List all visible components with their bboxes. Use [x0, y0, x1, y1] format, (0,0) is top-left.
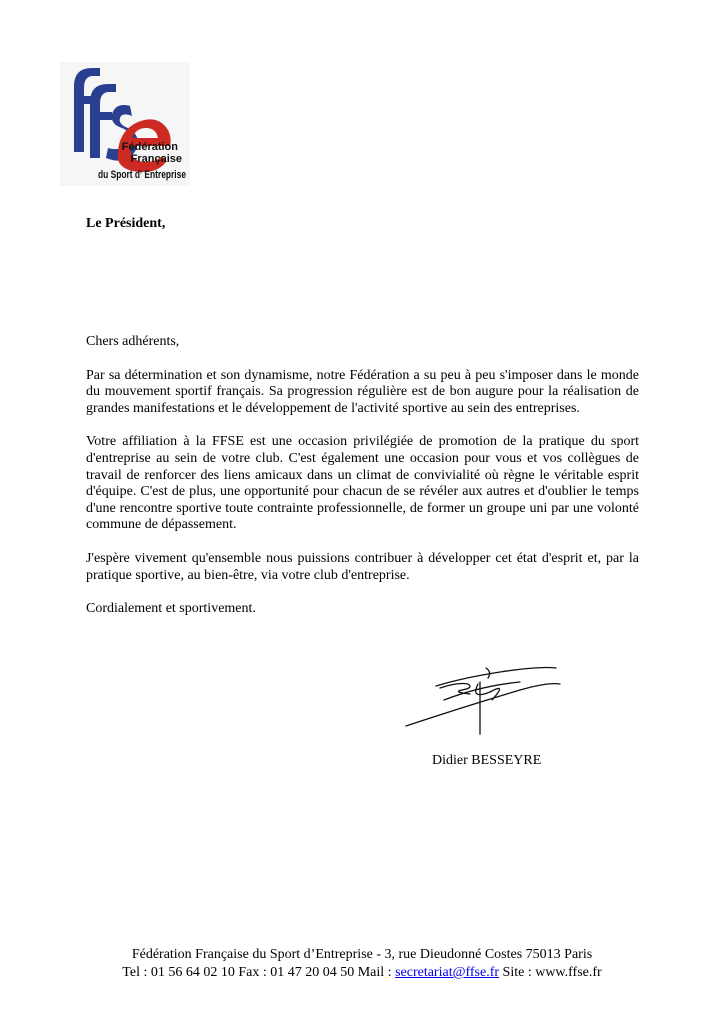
- footer-email-link[interactable]: secretariat@ffse.fr: [395, 965, 500, 980]
- letter-body: [86, 334, 639, 635]
- paragraph-3: J'espère vivement qu'ensemble nous puissions contribuer à développer cet état d'esprit et, par la pratique sportive, au bien-être, via votre club d'entreprise.: [86, 550, 639, 583]
- ffse-logo-graphic: [60, 62, 190, 186]
- logo-text-line2: Française: [130, 153, 182, 165]
- footer-tel-fax: Tel : 01 56 64 02 10 Fax : 01 47 20 04 50 Mail :: [122, 965, 396, 980]
- paragraph-2: Votre affiliation à la FFSE est une occasion privilégiée de promotion de la pratique du sport d'entreprise au sein de votre club. C'est également une occasion pour vous et vos collègues de travail de renforcer des liens amicaux dans un climat de convivialité où règne le véritable esprit d'équipe. C'est de plus, une opportunité pour chacun de se révéler aux autres et d'oublier le temps d'une rencontre sportive toute contrainte professionnelle, de former un groupe uni par une volonté commune de dépassement.: [86, 434, 639, 533]
- logo-text-line1: Fédération: [121, 141, 178, 153]
- signature-graphic: [400, 660, 570, 740]
- letter-heading: Le Président,: [86, 216, 166, 231]
- closing: Cordialement et sportivement.: [86, 601, 256, 617]
- footer-site: Site : www.ffse.fr: [499, 965, 602, 980]
- footer-address: Fédération Française du Sport d’Entreprise - 3, rue Dieudonné Costes 75013 Paris: [131, 947, 593, 962]
- signature: [400, 660, 570, 740]
- salutation: Chers adhérents,: [86, 334, 180, 349]
- paragraph-1: Par sa détermination et son dynamisme, notre Fédération a su peu à peu s'imposer dans le monde du mouvement sportif français. Sa progression régulière est de bon augure pour la réalisation de grandes manifestations et le développement de l'activité sportive au sein des entreprises.: [86, 367, 639, 416]
- signer-name: Didier BESSEYRE: [432, 753, 542, 768]
- footer-contact: [0, 964, 724, 982]
- ffse-logo: [60, 62, 190, 186]
- logo-text-line3: du Sport d' Entreprise: [98, 169, 186, 181]
- footer: [0, 946, 724, 982]
